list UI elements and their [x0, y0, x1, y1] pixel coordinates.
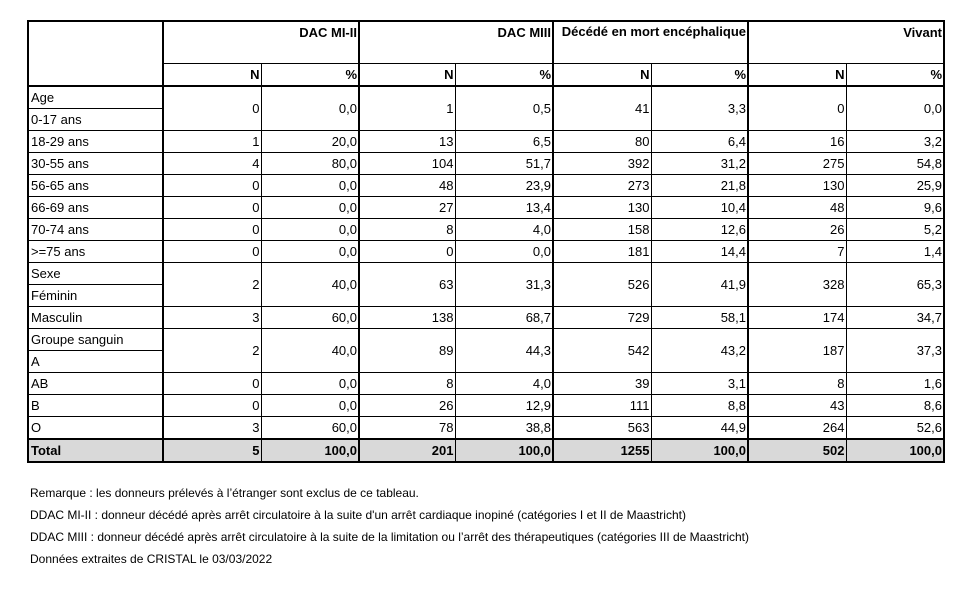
cell-percent: 13,4 [455, 197, 553, 219]
cell-n: 138 [359, 307, 455, 329]
row-label: 66-69 ans [28, 197, 163, 219]
row-sub-label: Féminin [31, 288, 78, 303]
cell-percent: 3,1 [651, 373, 748, 395]
cell-percent: 8,6 [846, 395, 944, 417]
cell-n: 43 [748, 395, 846, 417]
row-label: B [28, 395, 163, 417]
cell-n: 2 [163, 263, 261, 307]
cell-n: 0 [163, 175, 261, 197]
cell-n: 80 [553, 131, 651, 153]
row-category-label: Age [29, 87, 162, 109]
total-n: 502 [748, 439, 846, 462]
footnote-ddac-mi-ii: DDAC MI-II : donneur décédé après arrêt circulatoire à la suite d'un arrêt cardiaque inopiné (catégories I et II de Maastricht) [30, 508, 686, 522]
cell-n: 27 [359, 197, 455, 219]
cell-n: 8 [359, 219, 455, 241]
cell-percent: 9,6 [846, 197, 944, 219]
cell-n: 8 [748, 373, 846, 395]
cell-n: 130 [553, 197, 651, 219]
cell-percent: 34,7 [846, 307, 944, 329]
cell-percent: 21,8 [651, 175, 748, 197]
cell-percent: 40,0 [261, 263, 359, 307]
table-row [28, 153, 944, 175]
cell-percent: 23,9 [455, 175, 553, 197]
cell-percent: 43,2 [651, 329, 748, 373]
cell-n: 526 [553, 263, 651, 307]
cell-percent: 31,2 [651, 153, 748, 175]
subheader-percent: % [455, 64, 553, 87]
group-header-mort-encephalique: Décédé en mort encéphalique [553, 21, 748, 64]
cell-percent: 52,6 [846, 417, 944, 440]
total-n: 1255 [553, 439, 651, 462]
cell-percent: 0,0 [261, 86, 359, 131]
cell-n: 48 [359, 175, 455, 197]
cell-percent: 44,9 [651, 417, 748, 440]
table-row [28, 175, 944, 197]
table-row [28, 219, 944, 241]
cell-n: 158 [553, 219, 651, 241]
cell-percent: 44,3 [455, 329, 553, 373]
cell-n: 130 [748, 175, 846, 197]
corner-cell [28, 21, 163, 86]
row-label [28, 86, 163, 131]
cell-percent: 0,0 [261, 241, 359, 263]
footnote-ddac-miii: DDAC MIII : donneur décédé après arrêt circulatoire à la suite de la limitation ou l’arrêt des thérapeutiques (catégories III de Maastricht) [30, 530, 750, 544]
cell-percent: 31,3 [455, 263, 553, 307]
cell-n: 0 [163, 241, 261, 263]
total-label: Total [28, 439, 163, 462]
cell-percent: 14,4 [651, 241, 748, 263]
row-category-label: Sexe [29, 263, 162, 285]
subheader-n: N [748, 64, 846, 87]
table-row [28, 241, 944, 263]
table-row [28, 197, 944, 219]
cell-n: 174 [748, 307, 846, 329]
cell-n: 0 [748, 86, 846, 131]
cell-percent: 6,4 [651, 131, 748, 153]
cell-n: 0 [163, 373, 261, 395]
cell-n: 8 [359, 373, 455, 395]
subheader-n: N [163, 64, 261, 87]
total-percent: 100,0 [455, 439, 553, 462]
row-sub-label: 0-17 ans [31, 112, 82, 127]
cell-n: 3 [163, 417, 261, 440]
total-percent: 100,0 [651, 439, 748, 462]
cell-percent: 0,0 [455, 241, 553, 263]
cell-n: 273 [553, 175, 651, 197]
total-n: 5 [163, 439, 261, 462]
cell-n: 275 [748, 153, 846, 175]
subheader-percent: % [261, 64, 359, 87]
cell-n: 328 [748, 263, 846, 307]
cell-percent: 0,0 [261, 175, 359, 197]
cell-percent: 60,0 [261, 307, 359, 329]
cell-n: 26 [748, 219, 846, 241]
cell-percent: 3,2 [846, 131, 944, 153]
cell-percent: 0,0 [261, 373, 359, 395]
cell-percent: 4,0 [455, 373, 553, 395]
cell-n: 563 [553, 417, 651, 440]
cell-percent: 40,0 [261, 329, 359, 373]
cell-percent: 12,9 [455, 395, 553, 417]
cell-percent: 41,9 [651, 263, 748, 307]
subheader-percent: % [846, 64, 944, 87]
row-label: 56-65 ans [28, 175, 163, 197]
row-label: O [28, 417, 163, 440]
cell-n: 0 [163, 219, 261, 241]
cell-percent: 3,3 [651, 86, 748, 131]
cell-percent: 60,0 [261, 417, 359, 440]
cell-n: 39 [553, 373, 651, 395]
cell-n: 104 [359, 153, 455, 175]
cell-percent: 54,8 [846, 153, 944, 175]
row-label: 18-29 ans [28, 131, 163, 153]
group-header-vivant: Vivant [748, 21, 944, 64]
cell-percent: 6,5 [455, 131, 553, 153]
cell-n: 542 [553, 329, 651, 373]
cell-percent: 51,7 [455, 153, 553, 175]
cell-n: 1 [163, 131, 261, 153]
table-row [28, 329, 944, 373]
cell-n: 392 [553, 153, 651, 175]
subheader-percent: % [651, 64, 748, 87]
cell-percent: 1,4 [846, 241, 944, 263]
cell-percent: 0,0 [261, 197, 359, 219]
cell-n: 729 [553, 307, 651, 329]
cell-percent: 8,8 [651, 395, 748, 417]
row-label: 30-55 ans [28, 153, 163, 175]
cell-percent: 68,7 [455, 307, 553, 329]
cell-n: 89 [359, 329, 455, 373]
table-row [28, 417, 944, 440]
cell-percent: 65,3 [846, 263, 944, 307]
total-n: 201 [359, 439, 455, 462]
cell-n: 3 [163, 307, 261, 329]
subheader-n: N [553, 64, 651, 87]
table-row [28, 86, 944, 131]
row-label [28, 263, 163, 307]
cell-percent: 38,8 [455, 417, 553, 440]
row-label: Masculin [28, 307, 163, 329]
table-row [28, 373, 944, 395]
cell-percent: 10,4 [651, 197, 748, 219]
cell-percent: 5,2 [846, 219, 944, 241]
cell-n: 16 [748, 131, 846, 153]
cell-n: 111 [553, 395, 651, 417]
group-header-dac-miii: DAC MIII [359, 21, 553, 64]
cell-percent: 0,0 [261, 395, 359, 417]
cell-n: 187 [748, 329, 846, 373]
table-row [28, 131, 944, 153]
cell-n: 7 [748, 241, 846, 263]
total-percent: 100,0 [261, 439, 359, 462]
cell-n: 181 [553, 241, 651, 263]
cell-percent: 12,6 [651, 219, 748, 241]
row-label: 70-74 ans [28, 219, 163, 241]
footnote-remarque: Remarque : les donneurs prélevés à l’étranger sont exclus de ce tableau. [30, 486, 419, 500]
table-row [28, 395, 944, 417]
subheader-n: N [359, 64, 455, 87]
cell-n: 0 [163, 86, 261, 131]
cell-n: 4 [163, 153, 261, 175]
cell-percent: 4,0 [455, 219, 553, 241]
cell-n: 41 [553, 86, 651, 131]
cell-percent: 1,6 [846, 373, 944, 395]
cell-percent: 25,9 [846, 175, 944, 197]
cell-n: 0 [163, 395, 261, 417]
row-label [28, 329, 163, 373]
cell-n: 0 [163, 197, 261, 219]
footnotes [30, 482, 749, 570]
cell-percent: 80,0 [261, 153, 359, 175]
cell-percent: 0,0 [261, 219, 359, 241]
cell-percent: 37,3 [846, 329, 944, 373]
cell-n: 78 [359, 417, 455, 440]
cell-n: 2 [163, 329, 261, 373]
donor-table [27, 20, 945, 463]
row-category-label: Groupe sanguin [29, 329, 162, 351]
row-sub-label: A [31, 354, 40, 369]
cell-n: 0 [359, 241, 455, 263]
group-header-dac-mi-ii: DAC MI-II [163, 21, 359, 64]
table-row [28, 263, 944, 307]
row-label: >=75 ans [28, 241, 163, 263]
cell-percent: 0,0 [846, 86, 944, 131]
table-row [28, 307, 944, 329]
cell-n: 26 [359, 395, 455, 417]
row-label: AB [28, 373, 163, 395]
total-row [28, 439, 944, 462]
cell-percent: 20,0 [261, 131, 359, 153]
footnote-source: Données extraites de CRISTAL le 03/03/2022 [30, 552, 273, 566]
cell-percent: 0,5 [455, 86, 553, 131]
cell-n: 264 [748, 417, 846, 440]
cell-n: 1 [359, 86, 455, 131]
cell-percent: 58,1 [651, 307, 748, 329]
cell-n: 13 [359, 131, 455, 153]
total-percent: 100,0 [846, 439, 944, 462]
cell-n: 63 [359, 263, 455, 307]
cell-n: 48 [748, 197, 846, 219]
